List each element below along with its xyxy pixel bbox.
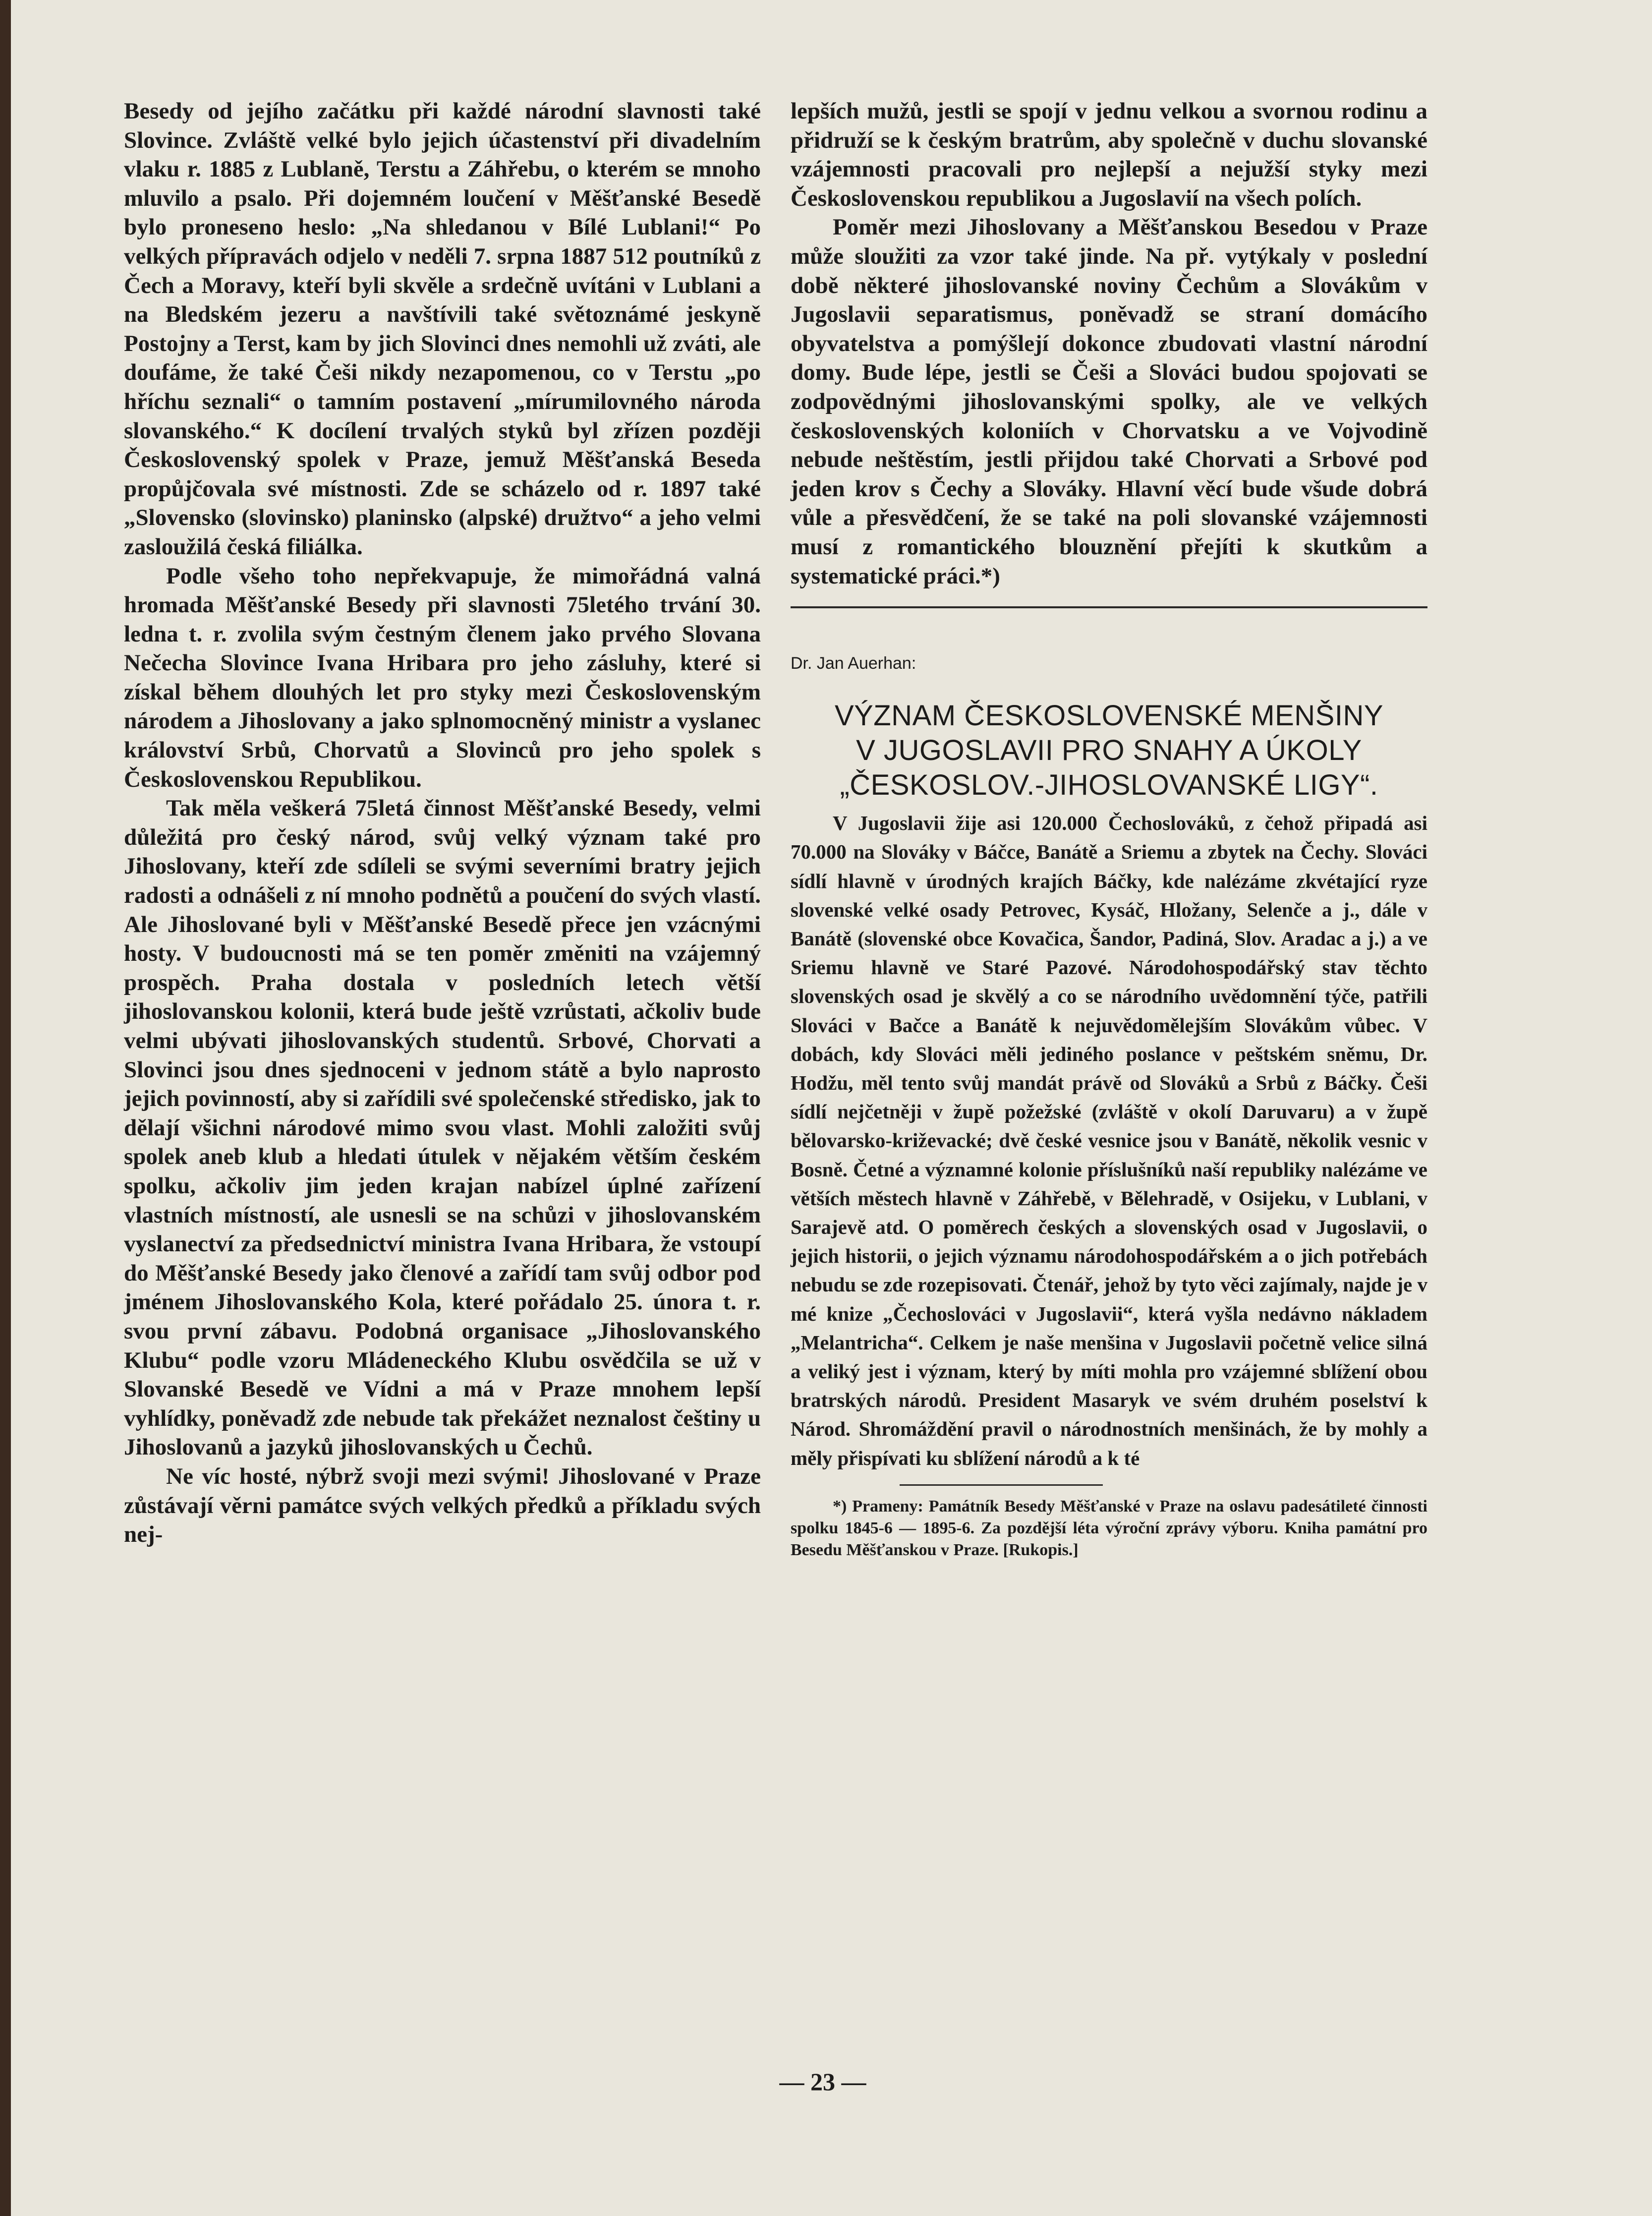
- page-binding-edge: [0, 0, 11, 2216]
- section-divider: [791, 606, 1427, 608]
- footnote-divider: [900, 1484, 1103, 1486]
- title-line-1: VÝZNAM ČESKOSLOVENSKÉ MENŠINY: [834, 700, 1384, 732]
- article-title: [791, 699, 1427, 803]
- article-paragraph: V Jugoslavii žije asi 120.000 Čechoslováků, z čehož připadá asi 70.000 na Slováky v Báčce, Banátě a Sriemu a zbytek na Čechy. Slováci sídlí hlavně v úrodných krajích Báčky, kde nalézáme zkvétající ryze slovenské velké osady Petrovec, Kysáč, Hložany, Selenče a j., dále v Banátě (slovenské obce Kovačica, Šandor, Padiná, Slov. Aradac a j.) a ve Sriemu hlavně ve Staré Pazové. Národohospodářský stav těchto slovenských osad je skvělý a co se národního uvědomnění týče, patřili Slováci v Bačce a Banátě k nejuvědomělejším Slovákům vůbec. V dobách, kdy Slováci měli jediného poslance v peštském sněmu, Dr. Hodžu, měl tento svůj mandát právě od Slováků a Srbů z Báčky. Češi sídlí nejčetněji v župě požežské (zvláště v okolí Daruvaru) a v župě bělovarsko-križevacké; dvě české vesnice jsou v Banátě, několik vesnic v Bosně. Četné a významné kolonie příslušníků naší republiky nalézáme ve větších městech hlavně v Záhřebě, v Bělehradě, v Osijeku, v Lublani, v Sarajevě atd. O poměrech českých a slovenských osad v Jugoslavii, o jejich historii, o jejich významu národohospodářském a o jich potřebách nebudu se zde rozepisovati. Čtenář, jehož by tyto věci zajímaly, najde je v mé knize „Čechoslováci v Jugoslavii“, která vyšla nedávno nákladem „Melantricha“. Celkem je naše menšina v Jugoslavii početně velice silná a veliký jest i význam, který by míti mohla pro vzájemné sblížení obou bratrských národů. President Masaryk ve svém druhém poselství k Národ. Shromáždění pravil o národnostních menšinách, že by mohly a měly přispívati ku sblížení národů a k té: [791, 812, 1427, 1469]
- article-author: Dr. Jan Auerhan:: [791, 654, 916, 673]
- footnote: *) Prameny: Památník Besedy Měšťanské v Praze na oslavu padesátileté činnosti spolku 1845-6 — 1895-6. Za pozdější léta výroční zprávy výboru. Kniha památní pro Besedu Měšťanskou v Praze. [Rukopis.]: [791, 1497, 1427, 1559]
- left-paragraph-4: Ne víc hosté, nýbrž svoji mezi svými! Jihoslované v Praze zůstávají věrni památce svých velkých předků a příkladu svých nej-: [124, 1463, 761, 1548]
- left-column: [124, 97, 761, 1549]
- right-paragraph-1: lepších mužů, jestli se spojí v jednu velkou a svornou rodinu a přidruží se k českým bratrům, aby společně v duchu slovanské vzájemnosti pracovali pro nejlepší a nejužší styky mezi Československou republikou a Jugoslavií na všech polích.: [791, 98, 1427, 211]
- right-column: [791, 97, 1427, 1561]
- page-number: — 23 —: [779, 2068, 866, 2096]
- right-top-text: [791, 97, 1427, 590]
- title-line-3: „ČESKOSLOV.-JIHOSLOVANSKÉ LIGY“.: [840, 769, 1378, 802]
- left-paragraph-3: Tak měla veškerá 75letá činnost Měšťanské Besedy, velmi důležitá pro český národ, svůj velký význam také pro Jihoslovany, kteří zde sdíleli se svými severními bratry jejich radosti a odnášeli z ní mnoho podnětů a poučení do svých vlastí. Ale Jihoslované byli v Měšťanské Besedě přece jen vzácnými hosty. V budoucnosti má se ten poměr změniti na vzájemný prospěch. Praha dostala v posledních letech větší jihoslovanskou kolonii, která bude ještě vzrůstati, ačkoliv bude velmi ubývati jihoslovanských studentů. Srbové, Chorvati a Slovinci jsou dnes sjednoceni v jednom státě a bylo naprosto jejich povinností, aby si zařídili své společenské středisko, jak to dělají všichni národové mimo svou vlast. Mohli založiti svůj spolek aneb klub a hledati útulek v nějakém větším českém spolku, ačkoliv jim jeden krajan nabízel úplné zařízení vlastních místností, ale usnesli se na schůzi v jihoslovanském vyslanectví za předsednictví ministra Ivana Hribara, že vstoupí do Měšťanské Besedy jako členové a zařídí tam svůj odbor pod jménem Jihoslovanského Kola, které pořádalo 25. února t. r. svou první zábavu. Podobná organisace „Jihoslovanského Klubu“ podle vzoru Mládeneckého Klubu osvědčila se už v Slovanské Besedě ve Vídni a má v Praze mnohem lepší vyhlídky, poněvadž zde nebude tak překážet neznalost češtiny u Jihoslovanů a jazyků jihoslovanských u Čechů.: [124, 795, 761, 1460]
- right-paragraph-2: Poměr mezi Jihoslovany a Měšťanskou Besedou v Praze může sloužiti za vzor také jinde. Na př. vytýkaly v poslední době některé jihoslovanské noviny Čechům a Slovákům v Jugoslavii separatismus, poněvadž se straní domácího obyvatelstva a pomýšlejí dokonce zbudovati vlastní národní domy. Bude lépe, jestli se Češi a Slováci budou spojovati se zodpovědnými jihoslovanskými spolky, ale ve velkých československých koloniích v Chorvatsku a ve Vojvodině nebude neštěstím, jestli přijdou také Chorvati a Srbové pod jeden krov s Čechy a Slováky. Hlavní věcí bude všude dobrá vůle a přesvědčení, že se také na poli slovanské vzájemnosti musí z romantického blouznění přejíti k skutkům a systematické práci.*): [791, 214, 1427, 589]
- left-paragraph-1: Besedy od jejího začátku při každé národní slavnosti také Slovince. Zvláště velké bylo jejich účastenství při divadelním vlaku r. 1885 z Lublaně, Terstu a Záhřebu, o kterém se mnoho mluvilo a psalo. Při dojemném loučení v Měšťanské Besedě bylo proneseno heslo: „Na shledanou v Bílé Lublani!“ Po velkých přípravách odjelo v neděli 7. srpna 1887 512 poutníků z Čech a Moravy, kteří byli skvěle a srdečně uvítáni v Lublani a na Bledském jezeru a navštívili také světoznámé jeskyně Postojny a Terst, kam by jich Slovinci dnes nemohli už zváti, ale doufáme, že také Češi nikdy nezapomenou, co v Terstu „po hříchu seznali“ o tamním postavení „mírumilovného národa slovanského.“ K docílení trvalých styků byl zřízen později Československý spolek v Praze, jemuž Měšťanská Beseda propůjčovala své místnosti. Zde se scházelo od r. 1897 také „Slovensko (slovinsko) planinsko (alpské) družtvo“ a jeho velmi zasloužilá česká filiálka.: [124, 98, 761, 560]
- title-line-2: V JUGOSLAVII PRO SNAHY A ÚKOLY: [856, 734, 1362, 767]
- article-body: [791, 809, 1427, 1472]
- left-paragraph-2: Podle všeho toho nepřekvapuje, že mimořádná valná hromada Měšťanské Besedy při slavnosti 75letého trvání 30. ledna t. r. zvolila svým čestným členem jako prvého Slovana Nečecha Slovince Ivana Hribara pro jeho zásluhy, které si získal během dlouhých let pro styky mezi Československým národem a Jihoslovany a jako splnomocněný ministr a vyslanec království Srbů, Chorvatů a Slovinců pro jeho spolek s Československou Republikou.: [124, 563, 761, 792]
